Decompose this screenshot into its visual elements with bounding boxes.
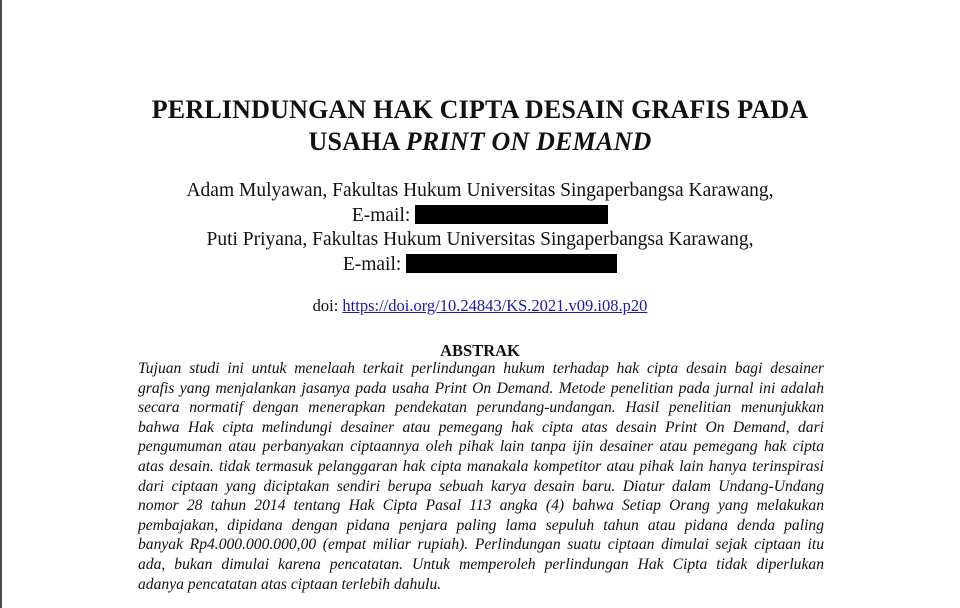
abstract-line: Tujuan studi ini untuk menelaah terkait perlindungan hukum terhadap hak cipta desain bagi desainer [138, 360, 824, 377]
author-1-affiliation: Adam Mulyawan, Fakultas Hukum Universitas Singaperbangsa Karawang, [186, 180, 774, 201]
abstract-line: banyak Rp4.000.000.000,00 (empat miliar rupiah). Perlindungan suatu ciptaan dimulai sejak ciptaan itu [138, 536, 824, 554]
title-line-2-plain: USAHA [308, 127, 406, 156]
author-2-affiliation: Puti Priyana, Fakultas Hukum Universitas Singaperbangsa Karawang, [206, 229, 754, 250]
author-2-email-line [0, 253, 960, 278]
abstract-line: atas desain. tidak termasuk pelanggaran hak cipta manakala kompetitor atau pihak lain hanya terinspirasi [138, 457, 824, 475]
author-2-email-redaction [406, 254, 617, 273]
abstract-line: adanya pencatatan atas ciptaan terlebih dahulu. [138, 575, 442, 593]
abstract-line: bahwa Hak cipta melindungi desainer atau pemegang hak cipta atas desain Print On Demand, dari [138, 418, 824, 436]
doi-link[interactable]: https://doi.org/10.24843/KS.2021.v09.i08.p20 [342, 296, 648, 315]
abstract-line: grafis yang menjalankan jasanya pada usaha Print On Demand. Metode penelitian pada jurnal ini adalah [138, 379, 824, 397]
title-line-2 [0, 126, 960, 158]
author-1-email-label: E-mail: [351, 204, 411, 226]
title-line-1: PERLINDUNGAN HAK CIPTA DESAIN GRAFIS PADA [151, 95, 809, 124]
author-1-email-line [0, 204, 960, 229]
abstract-line: ada, bukan dimulai karena pencatatan. Untuk memperoleh perlindungan Hak Cipta tidak diperlukan [138, 555, 824, 573]
authors-block [0, 179, 960, 277]
abstract-heading: ABSTRAK [440, 341, 520, 360]
title-line-2-italic: PRINT ON DEMAND [405, 127, 652, 156]
author-1-email-redaction [415, 205, 608, 224]
doi-label: doi: [312, 296, 339, 315]
author-2-email-label: E-mail: [342, 253, 402, 275]
abstract-line: pengumuman atau perbanyakan ciptaannya oleh pihak lain tanpa ijin desainer atau pemegang hak cipta [138, 438, 824, 456]
abstract-line: nomor 28 tahun 2014 tentang Hak Cipta Pasal 113 angka (4) bahwa Setiap Orang yang melakukan [138, 497, 824, 515]
abstract-line: secara normatif dengan menerapkan pendekatan perundang-undangan. Hasil penelitian menunjukkan [138, 399, 824, 417]
paper-title [0, 94, 960, 158]
abstract-body [138, 359, 824, 594]
abstract-line: dari ciptaan yang diciptakan sendiri berupa sebuah karya desain baru. Diatur dalam Undang-Undang [138, 477, 824, 495]
abstract-line: pembajakan, dipidana dengan pidana penjara paling lama sepuluh tahun atau pidana denda paling [138, 516, 824, 534]
doi-line [0, 296, 960, 316]
